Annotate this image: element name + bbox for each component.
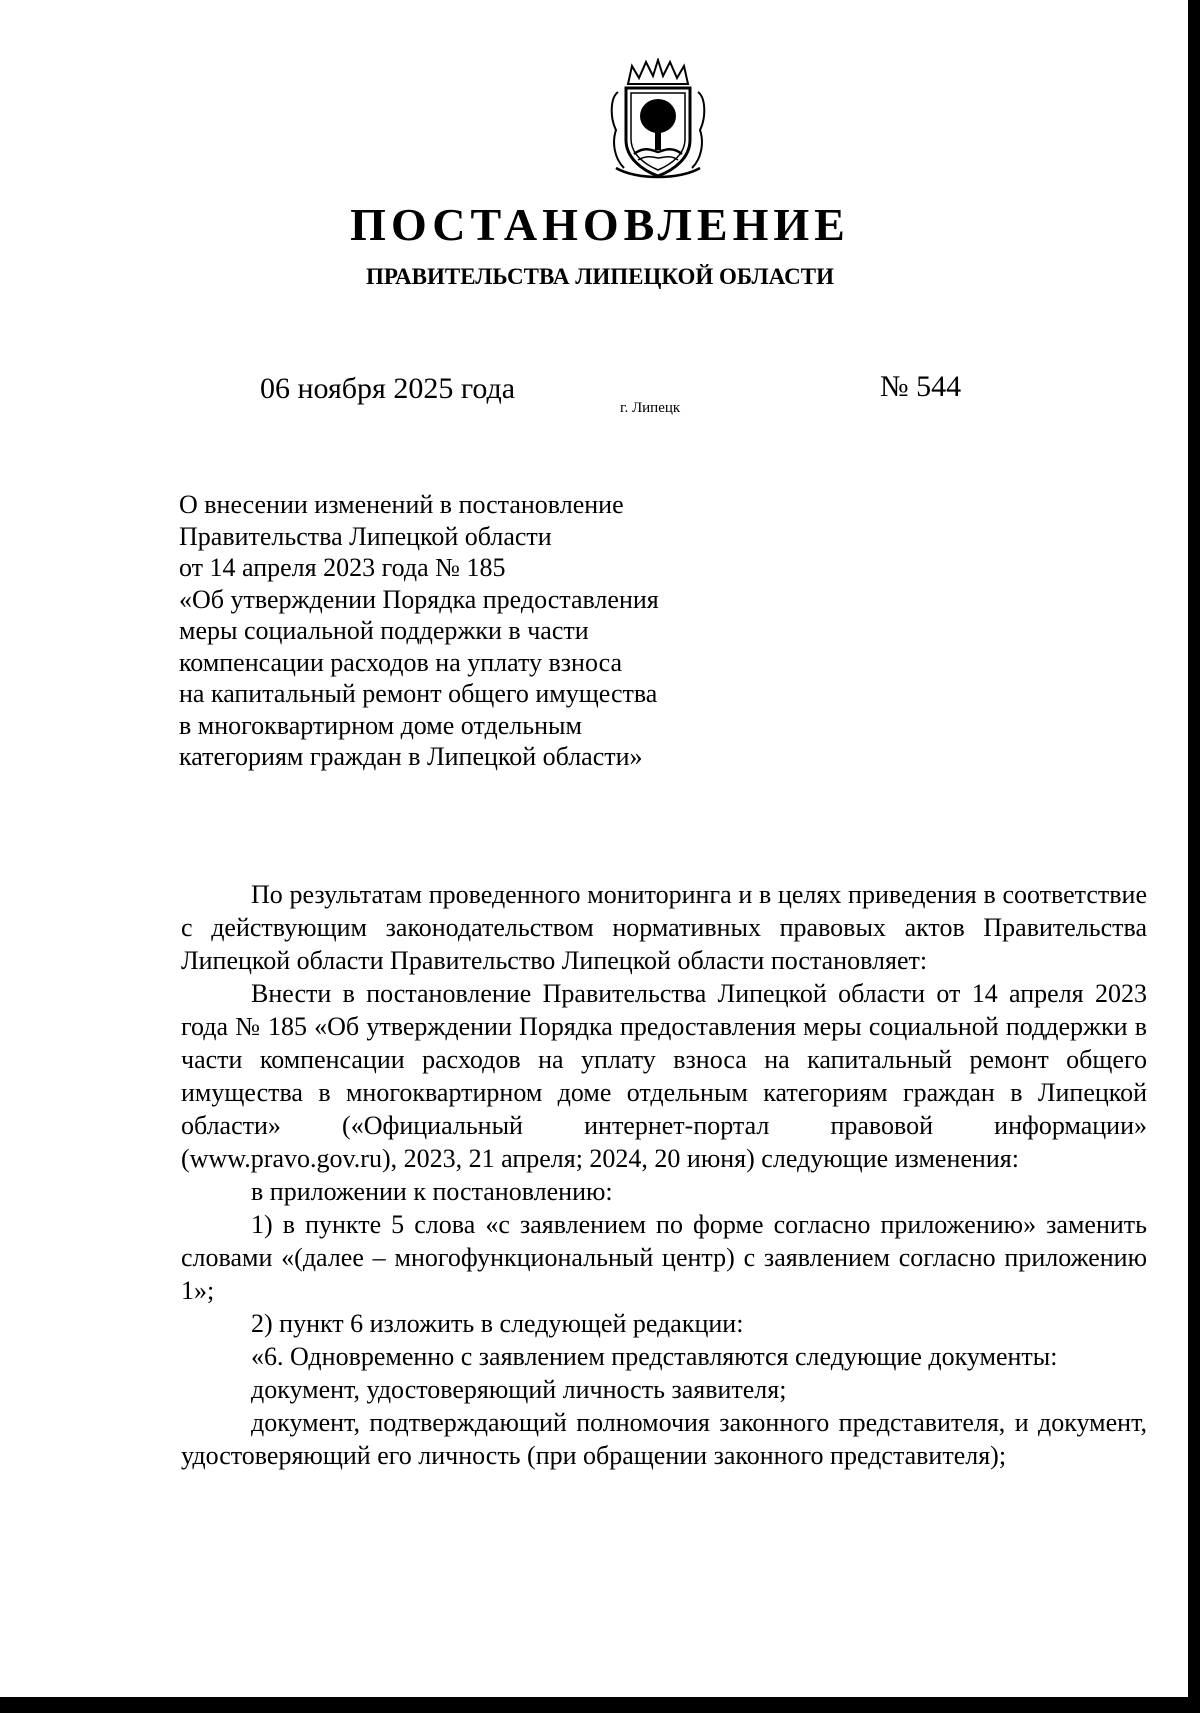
document-title: ПОСТАНОВЛЕНИЕ bbox=[350, 199, 850, 250]
body-paragraph: Внести в постановление Правительства Липецкой области от 14 апреля 2023 года № 185 «Об утверждении Порядка предоставления меры социальной поддержки в части компенсации расходов на уплату взноса на капитальный ремонт общего имущества в многоквартирном доме отдельным категориям граждан в Липецкой области» («Официальный интернет-портал правовой информации» (www.pravo.gov.ru), 2023, 21 апреля; 2024, 20 июня) следующие изменения: bbox=[181, 979, 1147, 1173]
document-city: г. Липецк bbox=[620, 400, 681, 416]
body-paragraph: 2) пункт 6 изложить в следующей редакции: bbox=[251, 1309, 744, 1338]
coat-of-arms-icon bbox=[606, 58, 710, 182]
heading-line: компенсации расходов на уплату взноса bbox=[179, 647, 623, 677]
heading-line: Правительства Липецкой области bbox=[179, 521, 552, 551]
body-paragraph: «6. Одновременно с заявлением представляются следующие документы: bbox=[251, 1342, 1058, 1371]
document-heading bbox=[179, 489, 739, 773]
heading-line: категориям граждан в Липецкой области» bbox=[179, 742, 643, 771]
body-paragraph: документ, удостоверяющий личность заявителя; bbox=[251, 1375, 787, 1404]
heading-line: «Об утверждении Порядка предоставления bbox=[179, 584, 659, 614]
scan-edge-right bbox=[1188, 0, 1200, 1713]
document-date: 06 ноября 2025 года bbox=[260, 372, 516, 405]
document-number: № 544 bbox=[880, 370, 962, 403]
scan-edge-bottom bbox=[0, 1697, 1200, 1713]
heading-line: на капитальный ремонт общего имущества bbox=[179, 679, 658, 708]
heading-line: меры социальной поддержки в части bbox=[179, 616, 589, 645]
body-paragraph: 1) в пункте 5 слова «с заявлением по форме согласно приложению» заменить словами «(далее – многофункциональный центр) с заявлением согласно приложению 1»; bbox=[181, 1210, 1147, 1305]
issuer-subtitle: ПРАВИТЕЛЬСТВА ЛИПЕЦКОЙ ОБЛАСТИ bbox=[366, 264, 834, 289]
document-body bbox=[181, 878, 1147, 1472]
heading-line: от 14 апреля 2023 года № 185 bbox=[179, 553, 506, 582]
body-paragraph: По результатам проведенного мониторинга и в целях приведения в соответствие с действующим законодательством нормативных правовых актов Правительства Липецкой области Правительство Липецкой области постановляет: bbox=[181, 880, 1147, 975]
heading-line: в многоквартирном доме отдельным bbox=[179, 710, 582, 740]
body-paragraph: в приложении к постановлению: bbox=[251, 1177, 613, 1206]
body-paragraph: документ, подтверждающий полномочия законного представителя, и документ, удостоверяющий его личность (при обращении законного представителя); bbox=[181, 1408, 1147, 1470]
heading-line: О внесении изменений в постановление bbox=[179, 490, 624, 519]
